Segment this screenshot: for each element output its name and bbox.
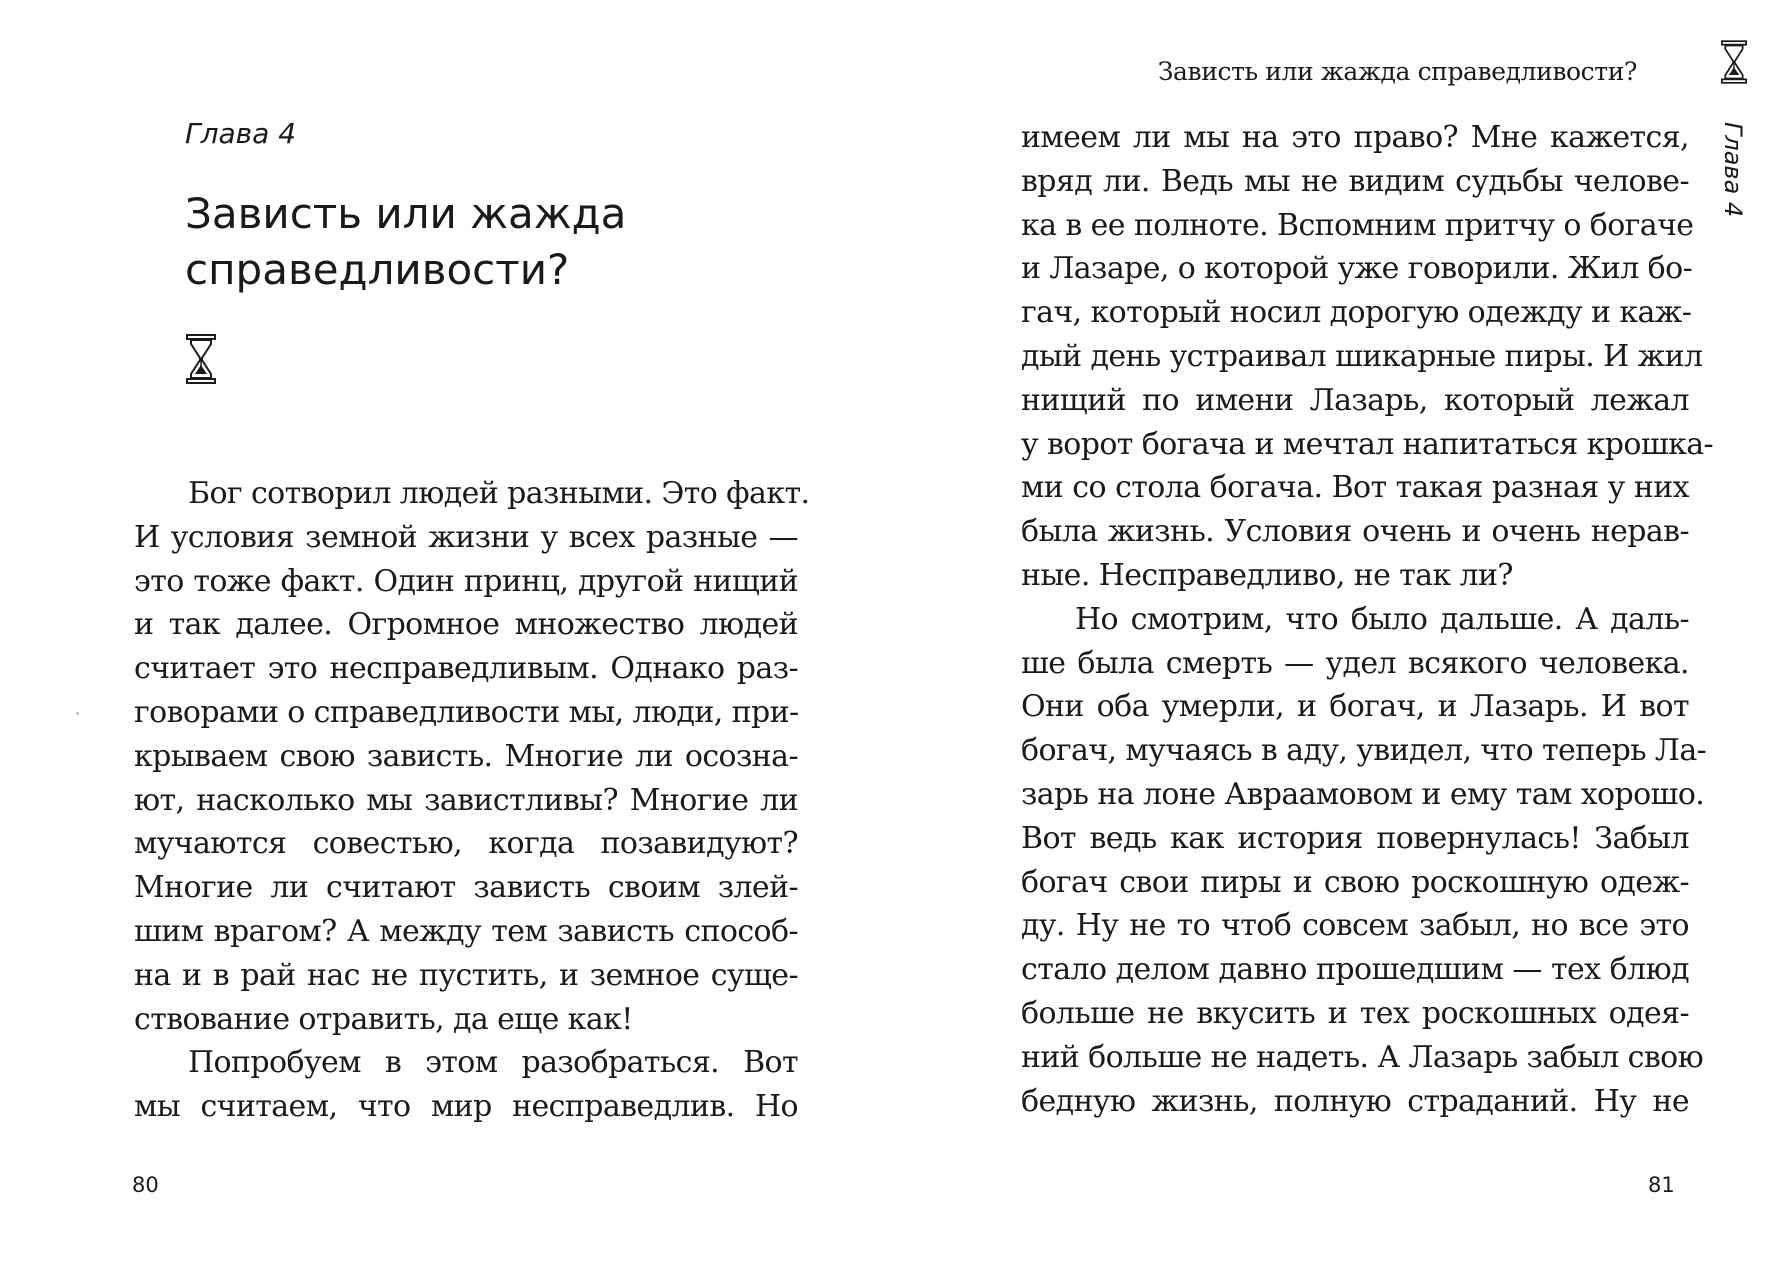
right-page (896, 0, 1792, 1280)
text-line: Многие ли считают зависть своим злей- (134, 870, 798, 906)
text-line: ми со стола богача. Вот такая разная у них (1021, 470, 1689, 506)
text-line: зарь на лоне Авраамовом и ему там хорошо. (1021, 776, 1705, 812)
text-line: стало делом давно прошедшим — тех блюд (1021, 952, 1689, 988)
text-line: мучаются совестью, когда позавидуют? (134, 826, 798, 862)
body-text (134, 472, 810, 1129)
text-line: это тоже факт. Один принц, другой нищий (134, 563, 798, 599)
text-line: Бог сотворил людей разными. Это факт. (188, 476, 810, 511)
text-line: Попробуем в этом разобраться. Вот (188, 1045, 798, 1081)
text-line: ствование отравить, да еще как! (134, 1001, 633, 1037)
chapter-title-line: справедливости? (185, 245, 570, 294)
text-line: гач, который носил дорогую одежду и каж- (1021, 295, 1692, 331)
text-line: и Лазаре, о которой уже говорили. Жил бо- (1021, 251, 1693, 287)
hourglass-icon (1721, 40, 1747, 84)
text-line: Но смотрим, что было дальше. А даль- (1075, 601, 1689, 637)
text-line: нищий по имени Лазарь, который лежал (1021, 382, 1689, 418)
text-line: ний больше не надеть. А Лазарь забыл свою (1021, 1039, 1704, 1075)
text-line: больше не вкусить и тех роскошных одея- (1021, 995, 1689, 1031)
text-line: Они оба умерли, и богач, и Лазарь. И вот (1021, 689, 1689, 725)
text-line: вряд ли. Ведь мы не видим судьбы челове- (1021, 163, 1689, 199)
text-line: считает это несправедливым. Однако раз- (134, 651, 798, 687)
text-line: бедную жизнь, полную страданий. Ну не (1021, 1083, 1689, 1119)
text-line: у ворот богача и мечтал напитаться крошка- (1021, 426, 1714, 462)
text-line: крываем свою зависть. Многие ли осозна- (134, 738, 798, 774)
text-line: шим врагом? А между тем зависть способ- (134, 913, 798, 949)
text-line: богач свои пиры и свою роскошную одеж- (1021, 864, 1689, 900)
paper-speck (76, 712, 79, 715)
side-chapter-tab (1719, 122, 1755, 218)
side-chapter-label: Глава 4 (1719, 122, 1747, 218)
page-number: 81 (1648, 1173, 1675, 1197)
text-line: говорами о справедливости мы, люди, при- (134, 694, 799, 730)
text-line: И условия земной жизни у всех разные — (134, 519, 798, 555)
text-line: ные. Несправедливо, не так ли? (1021, 557, 1513, 593)
page-number: 80 (132, 1173, 159, 1197)
text-line: на и в рай нас не пустить, и земное суще- (134, 957, 798, 993)
text-line: мы считаем, что мир несправедлив. Но (134, 1089, 798, 1125)
text-line: ше была смерть — удел всякого человека. (1021, 645, 1689, 681)
text-line: ют, насколько мы завистливы? Многие ли (134, 782, 798, 818)
text-line: ду. Ну не то чтоб совсем забыл, но все это (1021, 908, 1689, 944)
running-head: Зависть или жажда справедливости? (1157, 57, 1637, 86)
chapter-label: Глава 4 (185, 117, 297, 150)
text-line: и так далее. Огромное множество людей (134, 607, 798, 643)
text-line: имеем ли мы на это право? Мне кажется, (1021, 120, 1689, 155)
body-text (1021, 116, 1714, 1123)
text-line: ка в ее полноте. Вспомним притчу о богаче (1021, 207, 1694, 243)
text-line: была жизнь. Условия очень и очень нерав- (1021, 514, 1689, 550)
text-line: богач, мучаясь в аду, увидел, что теперь Ла- (1021, 733, 1707, 769)
text-line: дый день устраивал шикарные пиры. И жил (1021, 338, 1703, 374)
hourglass-icon (186, 334, 216, 384)
chapter-title (185, 186, 626, 298)
text-line: Вот ведь как история повернулась! Забыл (1021, 820, 1689, 856)
chapter-title-line: Зависть или жажда (185, 189, 627, 238)
